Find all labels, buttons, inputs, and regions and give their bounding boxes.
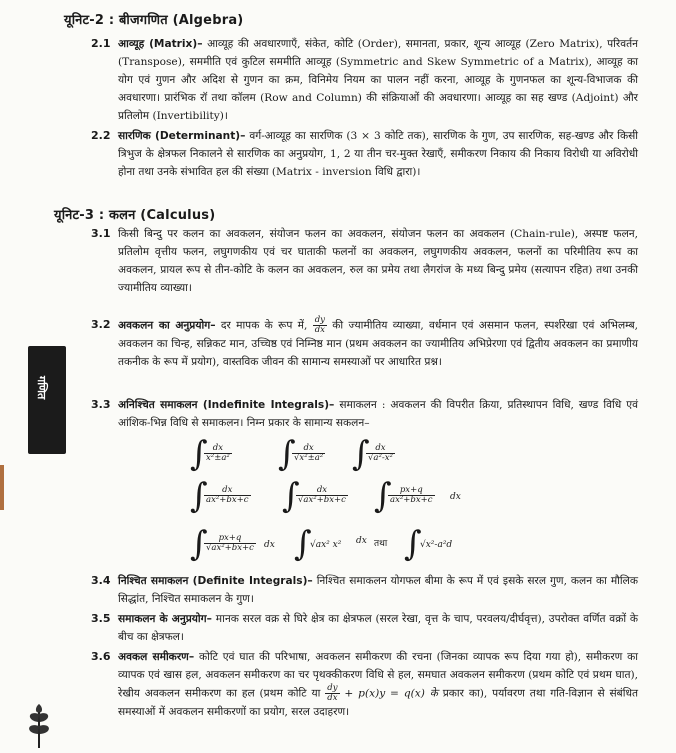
section-number: 3.3: [91, 398, 111, 411]
section-text-pre: दर मापक के रूप में,: [220, 319, 308, 332]
syllabus-page: यूनिट-2 : बीजगणित (Algebra) 2.1 आव्यूह (Matrix)– आव्यूह की अवधारणाएँ, संकेत, कोटि (Order), समानता, प्रकार, शून्य आव्यूह (Zero Matrix), परिवर्तन (Transpose), सममीति एवं कुटिल सममीति आव्यूह (Symmetric and Skew Symmetric of a Matrix), आव्यूह का योग एवं गुणन और अदिश से गुणन का क्रम, विनिमेय नियम का पालन नहीं करना, आव्यूह के गुणनफल का शून्य-विभाजक की अवधारणा। प्रारंभिक रॉ तथा कॉलम (Row and Column) की संक्रियाओं की अवधारणा। आव्यूह का सह खण्ड (Adjoint) और प्रतिलोम (Invertibility)। 2.2 सारणिक (Determinant)– वर्ग-आव्यूह का सारणिक (3 × 3 कोटि तक), सारणिक के गुण, उप सारणिक, सह-खण्ड और किसी त्रिभुज के क्षेत्रफल निकालने से सारणिक का अनुप्रयोग, 1, 2 या तीन चर-मुक्त रेखाएँ, समीकरण निकाय की निकाय विरोधी या अविरोधी होना तथा उनके संभावित हल की संख्या (Matrix - inversion विधि द्वारा)। यूनिट-3 : कलन (Calculus) 3.1 किसी बिन्दु पर कलन का अवकलन, संयोजन फलन का अवकलन, संयोजन फलन का अवकलन (Chain-rule), अस्पष्ट फलन, प्रतिलोम वृत्तीय फलन, लघुगणकीय एवं चर घाताकी फलनों का अवकलन, लघुगणकीय अवकलन, फलनों का परिमीतिय रूप का अवकलन, प्रायल रूप से तीन-कोटि के कलन का अवकलन, रुल का प्रमेय तथा लैगरांज के मध्य बिन्दु प्रमेय (सत्यापन रहित) तथा उनकी ज्यामीतिय व्याख्या। 3.2 अवकलन का अनुप्रयोग– दर मापक के रूप में, $\frac{dy}{dx}$ की ज्यामीतिय व्याख्या, वर्धमान एवं असमान फलन, स्पर्शरेखा एवं अभिलम्ब, अवकलन का चिन्ह, सन्निकट मान, उच्चिष्ठ एवं निम्निष्ठ मान (प्रथम अवकलन का ज्यामीतिय अभिप्रेरणा एवं द्वितीय अवकलन का प्रमाणीय तकनीक के रूप में प्रयोग), वास्तविक जीवन की सामान्य समस्याओं पर आधारित प्रश्न। 3.3 अनिश्चित समाकलन (Indefinite Integrals)– समाकलन : अवकलन की विपरीत क्रिया, प्रतिस्थापन विधि, खण्ड विधि एवं आंशिक-भिन्न विधि से समाकलन। निम्न प्रकार के सामान्य सकलन– ∫ $\frac{dx}{\text{x²±a²}}$ ∫ $\frac{dx}{\text{√x²±a²}}$ ∫ $\frac{dx}{\text{√a²-x²}}$ ∫ $\frac{dx}{\text{ax²+bx+c}}$ ∫ $\frac{dx}{\text{√ax²+bx+c}}$ ∫ $\frac{px+q}{\text{ax²+bx+c}}$ dx ∫ $\frac{px+q}{\text{√ax²+bx+c}}$ dx ∫ √ax² x² dx तथा ∫ √x²-a²d 3.4 निश्चित समाकलन (Definite Integrals)– निश्चित समाकलन योगफल बीमा के रूप में एवं इसके सरल गुण, कलन का मौलिक सिद्धांत, निश्चित समाकलन के गुण। 3.5 समाकलन के अनुप्रयोग– मानक सरल वक्र से घिरे क्षेत्र का क्षेत्रफल (सरल रेखा, वृत्त के चाप, परवलय/दीर्घवृत्त), उपरोक्त वर्णित वक्रों के बीच का क्षेत्रफल। 3.6 अवकल समीकरण– कोटि एवं घात की परिभाषा, अवकलन समीकरण की रचना (जिनका व्यापक रूप दिया गया हो), समीकरण का व्यापक एवं खास हल, अवकलन समीकरण का चर पृथक्कीकरण विधि से हल, समघात अवकलन समीकरण (प्रथम कोटि एवं प्रथम घात), रेखीय अवकलन समीकरण का हल (प्रथम कोटि या $\frac{dy}{dx}$ + p(x)y = q(x) के प्रकार का), पर्यावरण तथा गति-विज्ञान से संबंधित समस्याओं में अवकलन समीकरणों का प्रयोग, सरल उदाहरण। गणित: [0, 0, 676, 753]
side-tab-label: गणित: [35, 376, 48, 400]
section-number: 3.4: [91, 574, 111, 587]
section-heading: अवकल समीकरण–: [118, 651, 195, 663]
leaf-ornament-icon: [24, 700, 54, 750]
section-text: प्रकार का), पर्यावरण तथा गति-विज्ञान से संबंधित समस्याओं में अवकलन समीकरणों का प्रयोग, सरल उदाहरण।: [118, 687, 639, 718]
section-text: समाकलन : अवकलन की विपरीत क्रिया, प्रतिस्थापन विधि, खण्ड विधि एवं आंशिक-भिन्न विधि से समाकलन। निम्न प्रकार के सामान्य सकलन–: [118, 399, 638, 429]
section-heading: निश्चित समाकलन (Definite Integrals)–: [118, 575, 313, 587]
section-heading: अनिश्चित समाकलन (Indefinite Integrals)–: [118, 399, 335, 411]
section-3-6: [91, 648, 639, 748]
dy-dx-fraction: $\frac{dy}{dx}$: [327, 683, 338, 703]
section-text: की ज्यामीतिय व्याख्या, वर्धमान एवं असमान फलन, स्पर्शरेखा एवं अभिलम्ब, अवकलन का चिन्ह, सन्निकट मान, उच्चिष्ठ एवं निम्निष्ठ मान (प्रथम अवकलन का ज्यामीतिय अभिप्रेरणा एवं द्वितीय अवकलन का प्रमाणीय तकनीक के रूप में प्रयोग), वास्तविक जीवन की सामान्य समस्याओं पर आधारित प्रश्न।: [118, 319, 639, 368]
section-number: 3.6: [91, 650, 111, 663]
section-number: 2.1: [91, 37, 111, 50]
page-edge-mark: [0, 465, 4, 510]
subject-side-tab: [28, 346, 66, 454]
section-heading: सारणिक (Determinant)–: [118, 130, 246, 142]
section-text: कोटि एवं घात की परिभाषा, अवकलन समीकरण की रचना (जिनका व्यापक रूप दिया गया हो), समीकरण का व्यापक एवं खास हल, अवकलन समीकरण का चर पृथक्कीकरण विधि से हल, समघात अवकलन समीकरण (प्रथम कोटि एवं प्रथम घात), रेखीय अवकलन समीकरण का हल (प्रथम कोटि या: [118, 651, 639, 700]
section-text: किसी बिन्दु पर कलन का अवकलन, संयोजन फलन का अवकलन, संयोजन फलन का अवकलन (Chain-rule), अस्पष्ट फलन, प्रतिलोम वृत्तीय फलन, लघुगणकीय एवं चर घाताकी फलनों का अवकलन, लघुगणकीय अवकलन, फलनों का परिमीतिय रूप का अवकलन, प्रायल रूप से तीन-कोटि के कलन का अवकलन, रुल का प्रमेय तथा लैगरांज के मध्य बिन्दु प्रमेय (सत्यापन रहित) तथा उनकी ज्यामीतिय व्याख्या।: [118, 228, 638, 294]
section-number: 3.1: [91, 227, 111, 240]
section-2-1: [91, 35, 638, 127]
section-number: 3.5: [91, 612, 111, 625]
unit2-title: यूनिट-2 : बीजगणित (Algebra): [64, 13, 244, 28]
section-heading: अवकलन का अनुप्रयोग–: [118, 319, 216, 332]
dy-dx-fraction: $\frac{dy}{dx}$: [314, 315, 325, 335]
section-text: आव्यूह की अवधारणाएँ, संकेत, कोटि (Order), समानता, प्रकार, शून्य आव्यूह (Zero Matrix), परिवर्तन (Transpose), सममीति एवं कुटिल सममीति आव्यूह (Symmetric and Skew Symmetric of a Matrix), आव्यूह का योग एवं गुणन और अदिश से गुणन का क्रम, विनिमेय नियम का पालन नहीं करना, आव्यूह के गुणनफल का शून्य-विभाजक की अवधारणा। प्रारंभिक रॉ तथा कॉलम (Row and Column) की संक्रियाओं की अवधारणा। आव्यूह का सह खण्ड (Adjoint) और प्रतिलोम (Invertibility)।: [118, 38, 638, 122]
section-3-5: [91, 610, 639, 648]
section-text: वर्ग-आव्यूह का सारणिक (3 × 3 कोटि तक), सारणिक के गुण, उप सारणिक, सह-खण्ड और किसी त्रिभुज के क्षेत्रफल निकालने से सारणिक का अनुप्रयोग, 1, 2 या तीन चर-मुक्त रेखाएँ, समीकरण निकाय की निकाय विरोधी या अविरोधी होना तथा उनके संभावित हल की संख्या (Matrix - inversion विधि द्वारा)।: [118, 130, 638, 178]
section-3-4: [91, 572, 638, 610]
section-number: 2.2: [91, 129, 111, 142]
section-3-2: [91, 315, 639, 392]
section-heading: समाकलन के अनुप्रयोग–: [118, 613, 212, 625]
section-text: मानक सरल वक्र से घिरे क्षेत्र का क्षेत्रफल (सरल रेखा, वृत्त के चाप, परवलय/दीर्घवृत्त), उपरोक्त वर्णित वक्रों के बीच का क्षेत्रफल।: [118, 613, 639, 643]
equation-text: + p(x)y = q(x) के: [344, 687, 438, 700]
section-2-2: [91, 127, 638, 183]
section-text: निश्चित समाकलन योगफल बीमा के रूप में एवं इसके सरल गुण, कलन का मौलिक सिद्धांत, निश्चित समाकलन के गुण।: [118, 575, 638, 605]
section-heading: आव्यूह (Matrix)–: [118, 38, 203, 50]
section-3-1: [91, 225, 638, 299]
section-3-3: [91, 396, 638, 436]
unit3-title: यूनिट-3 : कलन (Calculus): [54, 208, 216, 223]
section-number: 3.2: [91, 318, 111, 331]
